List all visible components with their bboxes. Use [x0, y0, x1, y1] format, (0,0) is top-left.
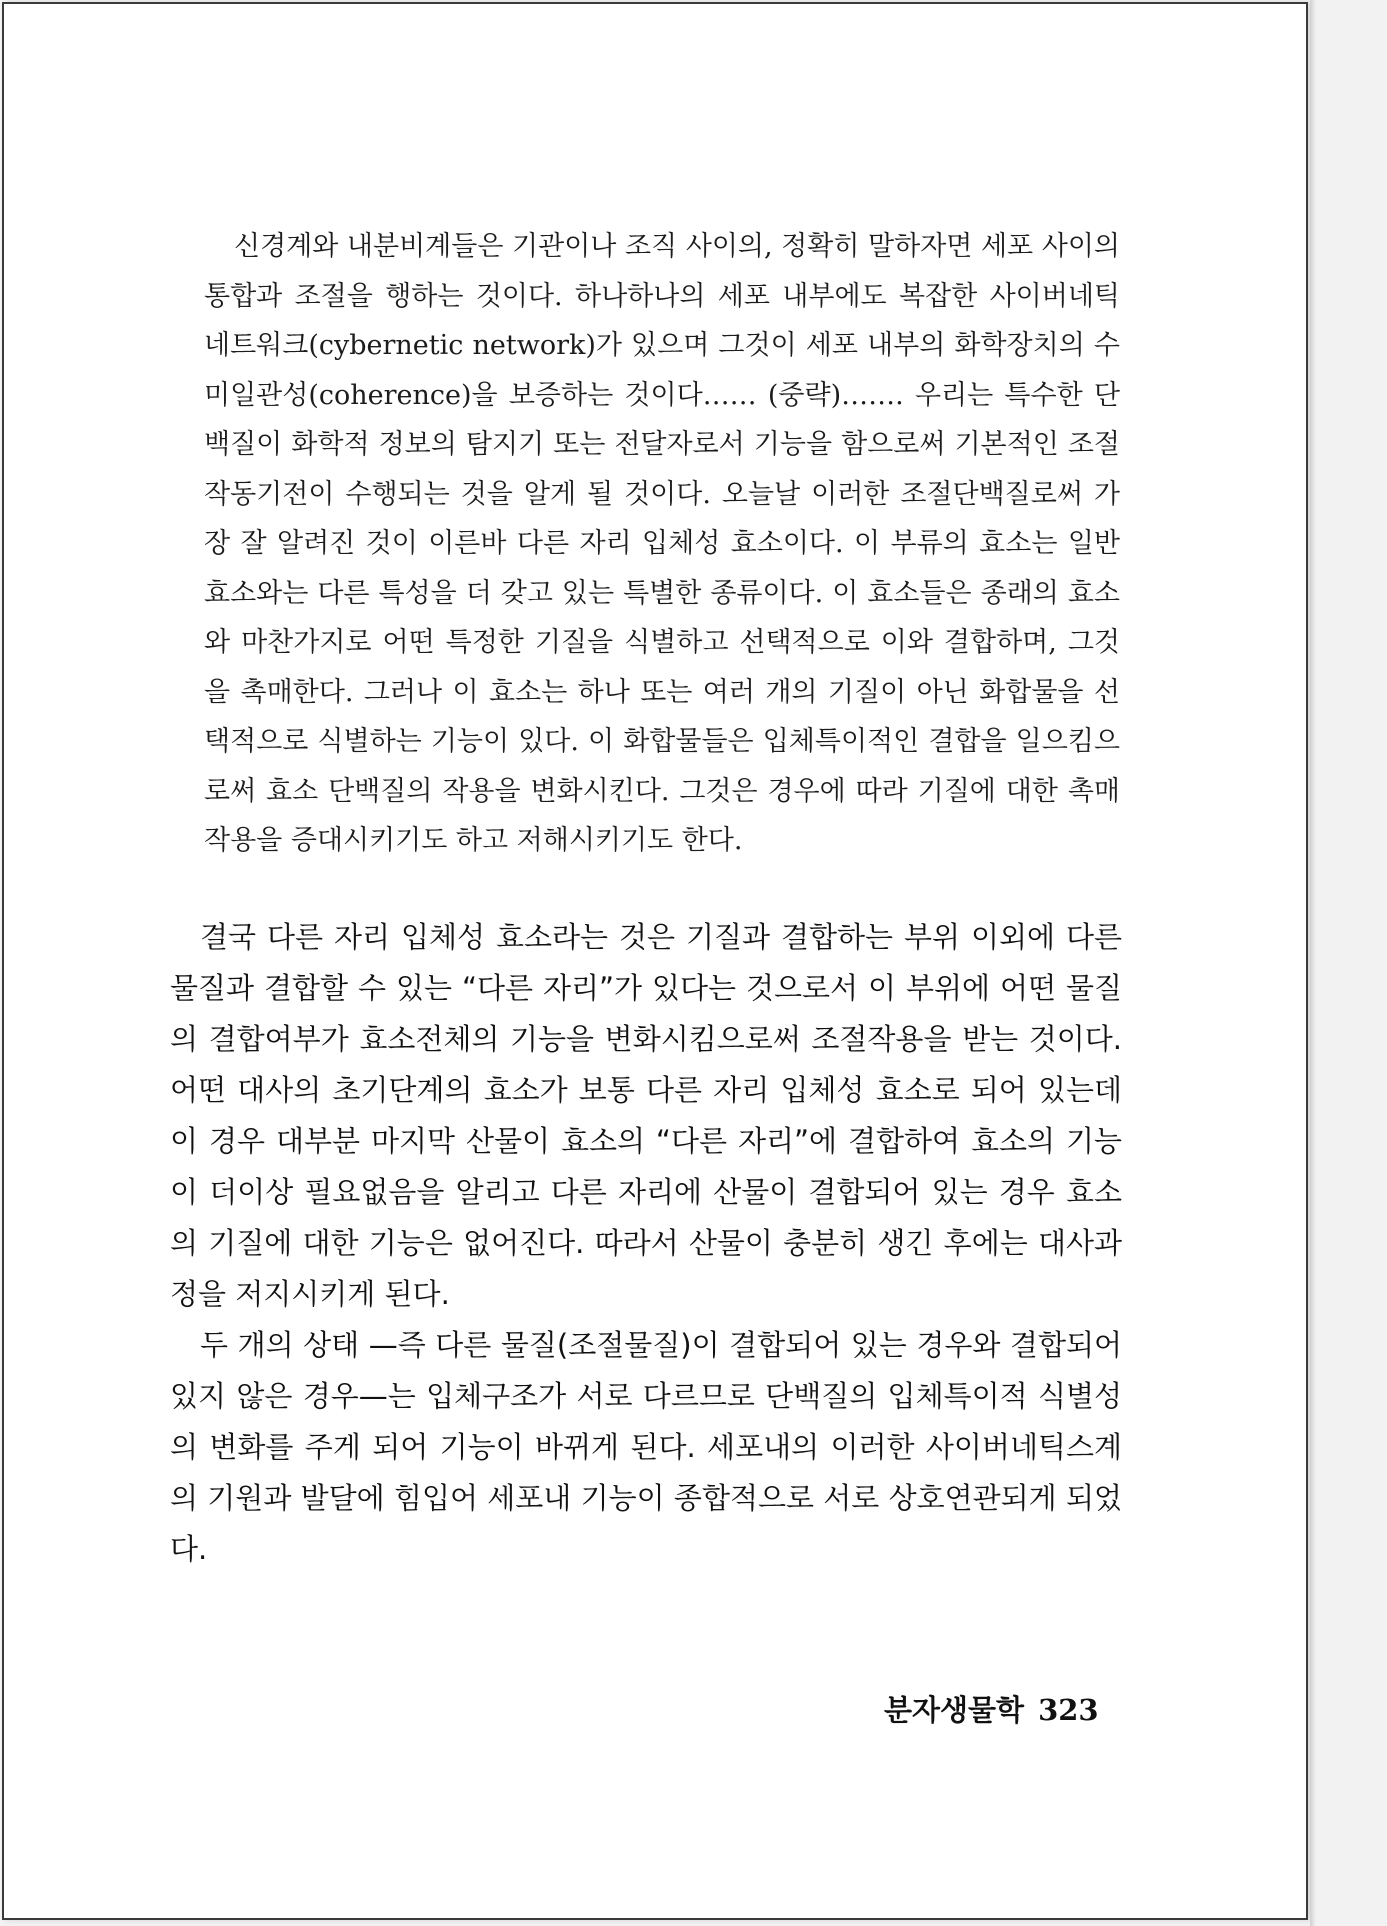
quoted-passage: 신경계와 내분비계들은 기관이나 조직 사이의, 정확히 말하자면 세포 사이의 통합과 조절을 행하는 것이다. 하나하나의 세포 내부에도 복잡한 사이버네틱 네트워크(cybernetic network)가 있으며 그것이 세포 내부의 화학장치의 수미일관성(coherence)을 보증하는 것이다…… (중략)……. 우리는 특수한 단백질이 화학적 정보의 탐지기 또는 전달자로서 기능을 함으로써 기본적인 조절작동기전이 수행되는 것을 알게 될 것이다. 오늘날 이러한 조절단백질로써 가장 잘 알려진 것이 이른바 다른 자리 입체성 효소이다. 이 부류의 효소는 일반 효소와는 다른 특성을 더 갖고 있는 특별한 종류이다. 이 효소들은 종래의 효소와 마찬가지로 어떤 특정한 기질을 식별하고 선택적으로 이와 결합하며, 그것을 촉매한다. 그러나 이 효소는 하나 또는 여러 개의 기질이 아닌 화합물을 선택적으로 식별하는 기능이 있다. 이 화합물들은 입체특이적인 결합을 일으킴으로써 효소 단백질의 작용을 변화시킨다. 그것은 경우에 따라 기질에 대한 촉매작용을 증대시키기도 하고 저해시키기도 한다. — [204, 231, 1120, 856]
book-page — [2, 2, 1308, 1920]
body-paragraph-1: 결국 다른 자리 입체성 효소라는 것은 기질과 결합하는 부위 이외에 다른 물질과 결합할 수 있는 “다른 자리”가 있다는 것으로서 이 부위에 어떤 물질의 결합여부가 효소전체의 기능을 변화시킴으로써 조절작용을 받는 것이다. 어떤 대사의 초기단계의 효소가 보통 다른 자리 입체성 효소로 되어 있는데 이 경우 대부분 마지막 산물이 효소의 “다른 자리”에 결합하여 효소의 기능이 더이상 필요없음을 알리고 다른 자리에 산물이 결합되어 있는 경우 효소의 기질에 대한 기능은 없어진다. 따라서 산물이 충분히 생긴 후에는 대사과정을 저지시키게 된다. — [170, 920, 1122, 1311]
body-text — [170, 912, 1122, 1575]
body-paragraph-2: 두 개의 상태 —즉 다른 물질(조절물질)이 결합되어 있는 경우와 결합되어 있지 않은 경우—는 입체구조가 서로 다르므로 단백질의 입체특이적 식별성의 변화를 주게 되어 기능이 바뀌게 된다. 세포내의 이러한 사이버네틱스계의 기원과 발달에 힘입어 세포내 기능이 종합적으로 서로 상호연관되게 되었다. — [170, 1328, 1122, 1566]
running-chapter-title: 분자생물학 — [884, 1693, 1025, 1727]
page-number: 323 — [1038, 1693, 1099, 1727]
page-edge-shadow — [1310, 0, 1316, 1926]
page-footer — [884, 1688, 1134, 1729]
